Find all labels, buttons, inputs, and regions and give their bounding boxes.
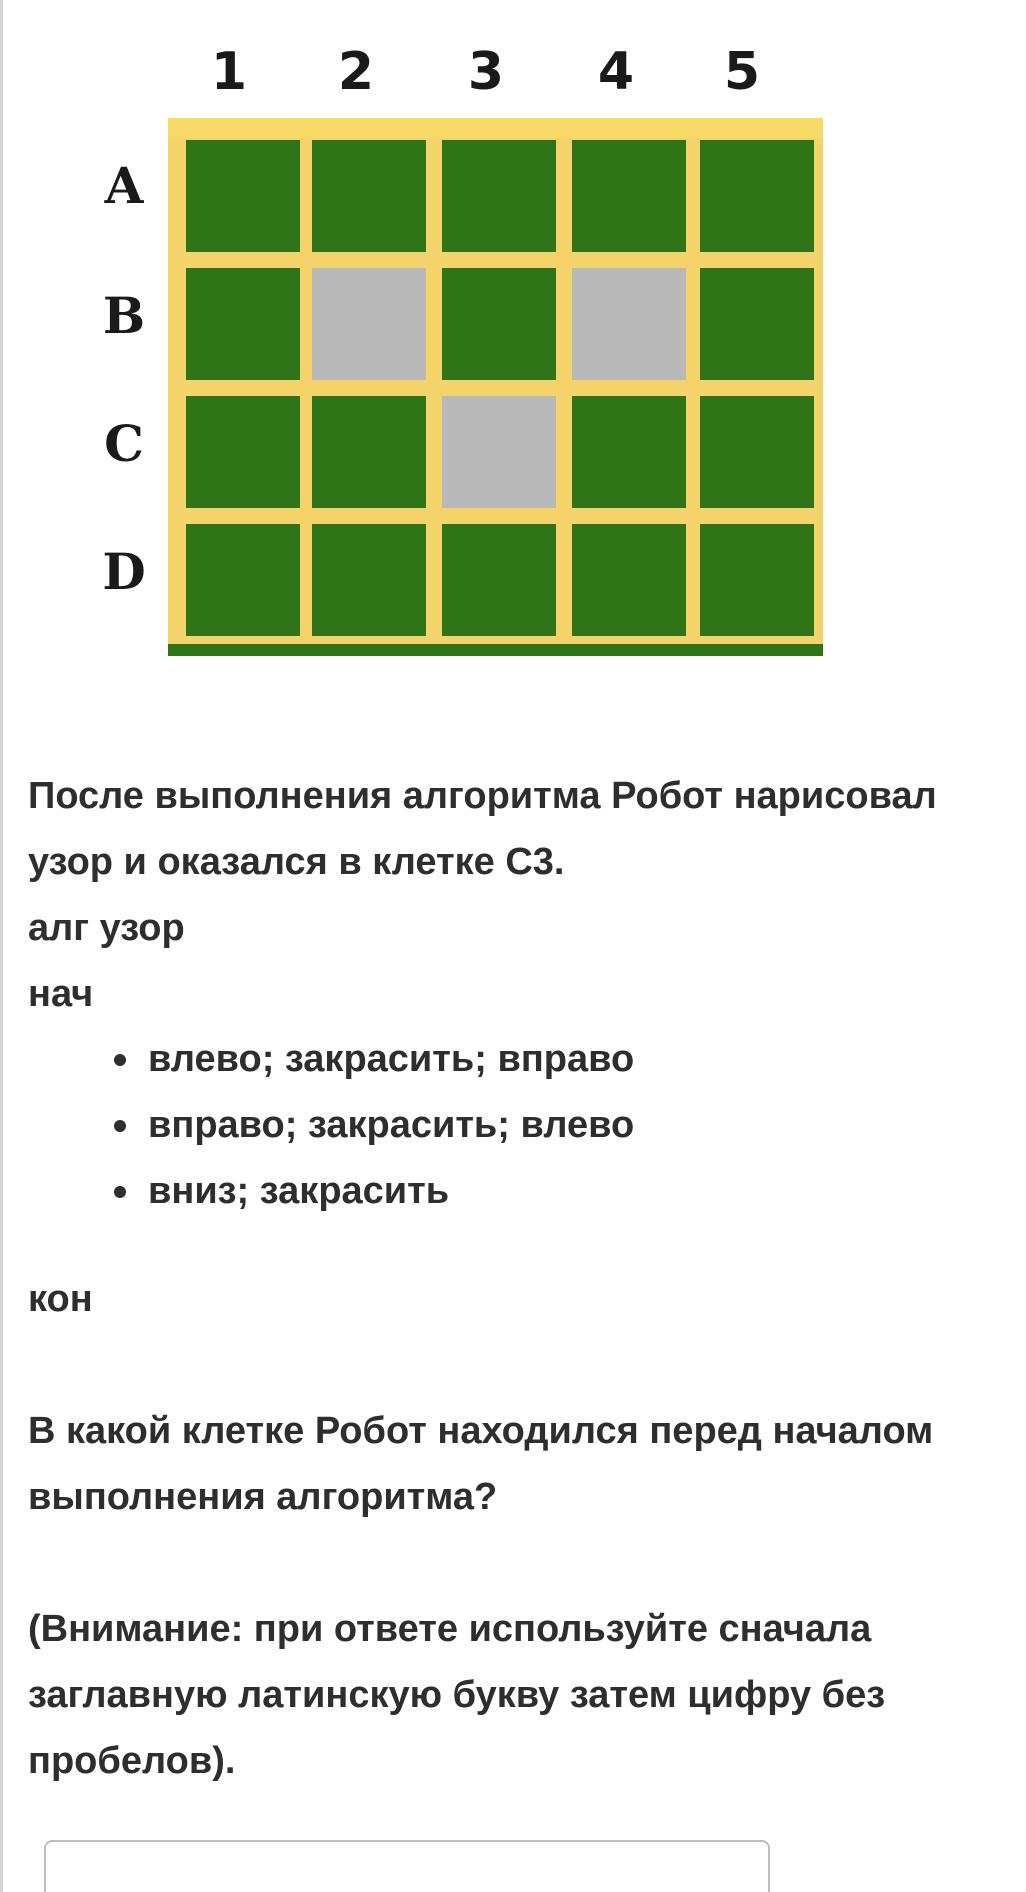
grid-cell-A4 <box>572 140 686 252</box>
grid-bottom-row-edge <box>168 644 823 656</box>
answer-input[interactable] <box>44 1840 770 1892</box>
intro-line: После выполнения алгоритма Робот нарисовал <box>28 775 937 817</box>
grid-cell-C5 <box>700 396 814 508</box>
column-label: 5 <box>723 42 761 102</box>
grid-board <box>168 118 823 656</box>
grid-cell-A2 <box>312 140 426 252</box>
question-line: В какой клетке Робот находился перед началом <box>28 1410 934 1452</box>
grid-cell-D2 <box>312 524 426 636</box>
algorithm-step <box>110 1026 634 1092</box>
grid-cell-A1 <box>186 140 300 252</box>
grid-cell-B3 <box>442 268 556 380</box>
algorithm-step-text: влево; закрасить; вправо <box>148 1038 635 1080</box>
grid-cell-D1 <box>186 524 300 636</box>
grid-cell-A3 <box>442 140 556 252</box>
note-line: (Внимание: при ответе используйте сначала <box>28 1608 872 1650</box>
grid-top-border <box>168 118 823 138</box>
row-label: D <box>102 542 146 601</box>
row-label: C <box>104 414 144 473</box>
question-line: выполнения алгоритма? <box>28 1476 498 1518</box>
grid-cell-C4 <box>572 396 686 508</box>
algorithm-header: алг узор <box>28 907 185 949</box>
intro-text <box>28 763 1008 1027</box>
robot-grid-figure <box>0 0 1026 680</box>
grid-cell-D4 <box>572 524 686 636</box>
bullet-icon <box>114 1120 126 1132</box>
algorithm-step <box>110 1158 634 1224</box>
bullet-icon <box>114 1054 126 1066</box>
column-label: 2 <box>337 42 375 102</box>
algorithm-steps <box>110 1026 634 1224</box>
column-label: 1 <box>210 42 248 102</box>
bullet-icon <box>114 1186 126 1198</box>
grid-cell-C2 <box>312 396 426 508</box>
algorithm-end <box>28 1266 1008 1332</box>
grid-cell-D3 <box>442 524 556 636</box>
answer-note <box>28 1596 1008 1794</box>
column-label: 4 <box>597 42 635 102</box>
intro-line: узор и оказался в клетке С3. <box>28 841 565 883</box>
grid-cell-B2 <box>312 268 426 380</box>
grid-cell-D5 <box>700 524 814 636</box>
note-line: пробелов). <box>28 1740 236 1782</box>
algorithm-step <box>110 1092 634 1158</box>
algorithm-step-text: вниз; закрасить <box>148 1170 450 1212</box>
grid-cell-C3 <box>442 396 556 508</box>
column-label: 3 <box>467 42 505 102</box>
note-line: заглавную латинскую букву затем цифру без <box>28 1674 886 1716</box>
grid-cell-B4 <box>572 268 686 380</box>
algorithm-step-text: вправо; закрасить; влево <box>148 1104 635 1146</box>
row-label: B <box>102 286 146 345</box>
algorithm-end-text: кон <box>28 1278 93 1320</box>
grid-cell-B1 <box>186 268 300 380</box>
grid-cell-A5 <box>700 140 814 252</box>
grid-cell-B5 <box>700 268 814 380</box>
algorithm-begin: нач <box>28 973 94 1015</box>
question-text <box>28 1398 1008 1530</box>
row-label: A <box>104 156 144 215</box>
grid-cell-C1 <box>186 396 300 508</box>
